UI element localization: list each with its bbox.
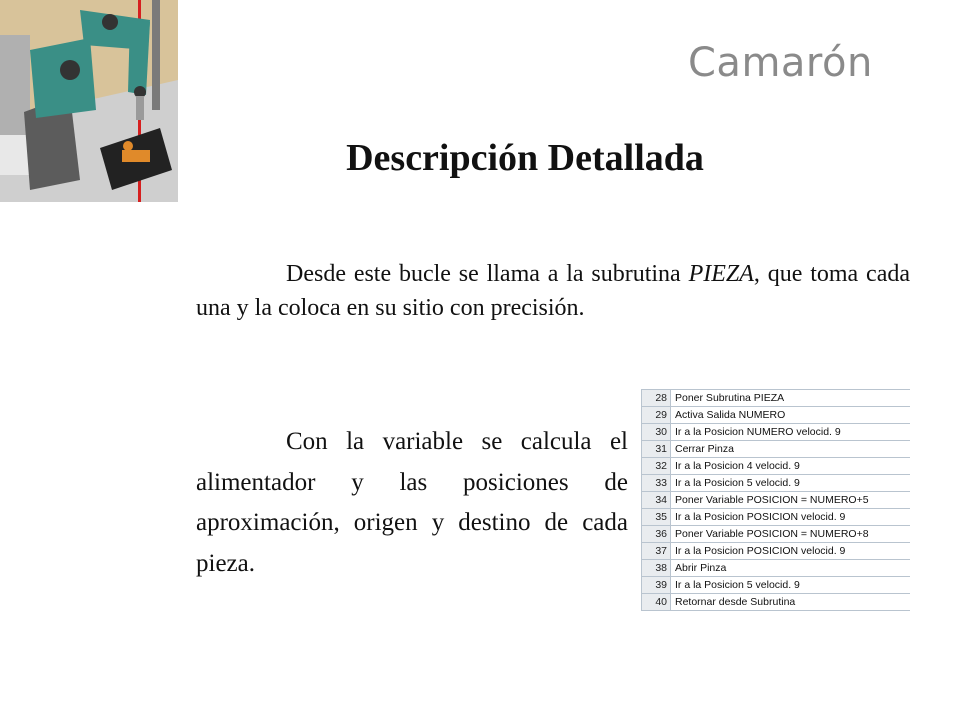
line-number: 35 bbox=[642, 509, 671, 526]
line-number: 29 bbox=[642, 407, 671, 424]
line-number: 31 bbox=[642, 441, 671, 458]
instruction: Cerrar Pinza bbox=[671, 441, 911, 458]
program-row bbox=[642, 577, 911, 594]
slide-title: Descripción Detallada bbox=[346, 137, 704, 179]
program-row bbox=[642, 458, 911, 475]
instruction: Activa Salida NUMERO bbox=[671, 407, 911, 424]
line-number: 40 bbox=[642, 594, 671, 611]
program-row bbox=[642, 441, 911, 458]
paragraph-text: Desde este bucle se llama a la subrutina bbox=[286, 261, 689, 287]
program-row bbox=[642, 526, 911, 543]
program-row bbox=[642, 594, 911, 611]
program-row bbox=[642, 509, 911, 526]
line-number: 28 bbox=[642, 390, 671, 407]
brand-name: Camarón bbox=[688, 40, 873, 86]
instruction: Abrir Pinza bbox=[671, 560, 911, 577]
paragraph-text: , que toma cada una y la coloca en su sitio con precisión. bbox=[196, 261, 910, 321]
line-number: 37 bbox=[642, 543, 671, 560]
line-number: 30 bbox=[642, 424, 671, 441]
line-number: 32 bbox=[642, 458, 671, 475]
instruction: Ir a la Posicion 5 velocid. 9 bbox=[671, 577, 911, 594]
program-row bbox=[642, 560, 911, 577]
line-number: 39 bbox=[642, 577, 671, 594]
paragraph-subroutine bbox=[196, 258, 910, 325]
program-row bbox=[642, 407, 911, 424]
paragraph-variable bbox=[196, 422, 628, 584]
line-number: 34 bbox=[642, 492, 671, 509]
instruction: Retornar desde Subrutina bbox=[671, 594, 911, 611]
line-number: 33 bbox=[642, 475, 671, 492]
program-row bbox=[642, 475, 911, 492]
program-row bbox=[642, 543, 911, 560]
instruction: Poner Subrutina PIEZA bbox=[671, 390, 911, 407]
instruction: Ir a la Posicion POSICION velocid. 9 bbox=[671, 543, 911, 560]
instruction: Poner Variable POSICION = NUMERO+8 bbox=[671, 526, 911, 543]
instruction: Ir a la Posicion 5 velocid. 9 bbox=[671, 475, 911, 492]
paragraph-text: Con la variable se calcula el alimentador y las posiciones de aproximación, origen y destino de cada pieza. bbox=[196, 428, 628, 577]
instruction: Ir a la Posicion NUMERO velocid. 9 bbox=[671, 424, 911, 441]
line-number: 38 bbox=[642, 560, 671, 577]
instruction: Poner Variable POSICION = NUMERO+5 bbox=[671, 492, 911, 509]
program-row bbox=[642, 492, 911, 509]
program-row bbox=[642, 424, 911, 441]
line-number: 36 bbox=[642, 526, 671, 543]
subroutine-name: PIEZA bbox=[688, 261, 754, 287]
instruction: Ir a la Posicion 4 velocid. 9 bbox=[671, 458, 911, 475]
program-listing bbox=[641, 389, 910, 611]
program-row bbox=[642, 390, 911, 407]
instruction: Ir a la Posicion POSICION velocid. 9 bbox=[671, 509, 911, 526]
